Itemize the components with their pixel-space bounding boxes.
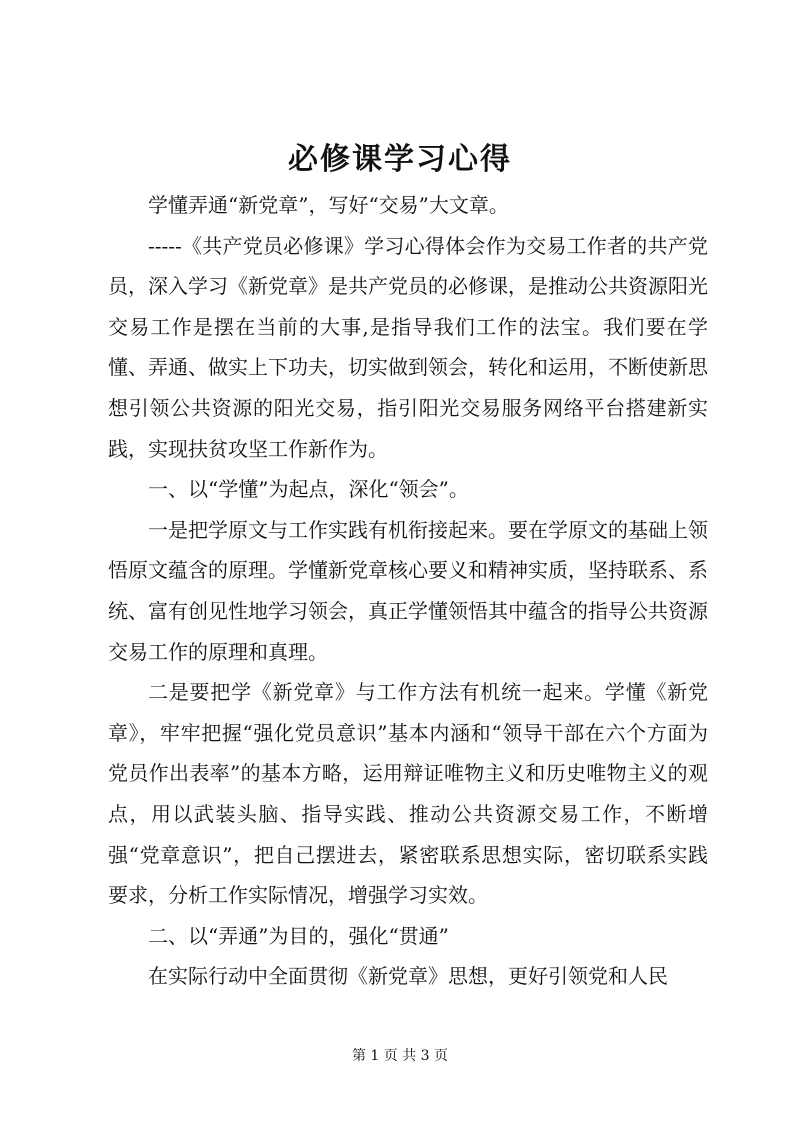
section-heading-1: 一、以“学懂”为起点，深化“领会”。 bbox=[148, 477, 469, 502]
paragraph-subtitle: 学懂弄通“新党章”，写好“交易”大文章。 bbox=[148, 193, 509, 217]
section-heading-2: 二、以“弄通”为目的，强化“贯通” bbox=[148, 923, 449, 948]
document-title: 必修课学习心得 bbox=[288, 142, 512, 177]
document-body bbox=[108, 185, 708, 997]
paragraph-intro: -----《共产党员必修课》学习心得体会作为交易工作者的共产党员，深入学习《新党章》是共产党员的必修课，是推动公共资源阳光交易工作是摆在当前的大事,是指导我们工作的法宝。我们要在学懂、弄通、做实上下功夫，切实做到领会，转化和运用，不断使新思想引领公共资源的阳光交易，指引阳光交易服务网络平台搭建新实践，实现扶贫攻坚工作新作为。 bbox=[108, 233, 708, 461]
paragraph-continued: 在实际行动中全面贯彻《新党章》思想，更好引领党和人民 bbox=[148, 964, 668, 989]
page-footer: 第 1 页 共 3 页 bbox=[351, 1048, 449, 1064]
paragraph-point-2: 二是要把学《新党章》与工作方法有机统一起来。学懂《新党章》，牢牢把握“强化党员意识”基本内涵和“领导干部在六个方面为党员作出表率”的基本方略，运用辩证唯物主义和历史唯物主义的观点，用以武装头脑、指导实践、推动公共资源交易工作，不断增强“党章意识”，把自己摆进去，紧密联系思想实际，密切联系实践要求，分析工作实际情况，增强学习实效。 bbox=[108, 680, 708, 908]
paragraph-point-1: 一是把学原文与工作实践有机衔接起来。要在学原文的基础上领悟原文蕴含的原理。学懂新党章核心要义和精神实质，坚持联系、系统、富有创见性地学习领会，真正学懂领悟其中蕴含的指导公共资源交易工作的原理和真理。 bbox=[108, 517, 708, 664]
